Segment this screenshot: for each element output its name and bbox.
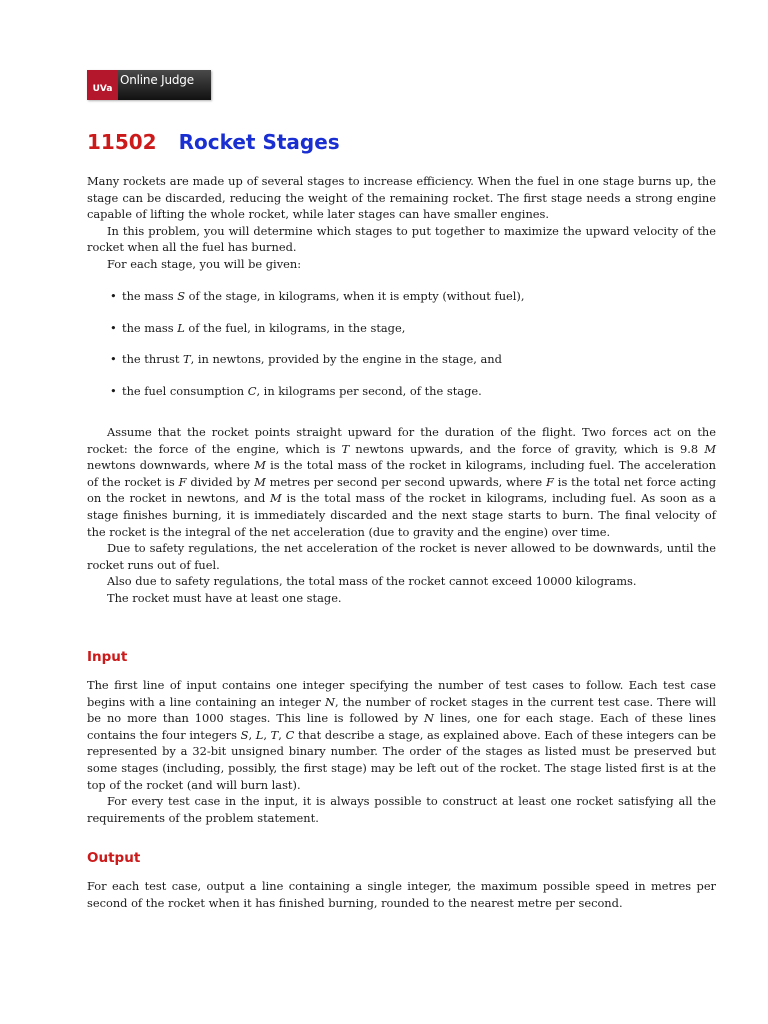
safety-paragraph-2: Also due to safety regulations, the total mass of the rocket cannot exceed 10000 kilograms. [107, 574, 637, 589]
safety-paragraph-1: Due to safety regulations, the net acceleration of the rocket is never allowed to be downwards, until the rocket runs out of fuel. [87, 541, 716, 572]
intro-paragraph-2: In this problem, you will determine which stages to put together to maximize the upward velocity of the rocket when all the fuel has burned. [87, 223, 716, 255]
output-section [87, 878, 716, 911]
uva-badge: UVa [87, 70, 118, 100]
intro-paragraph-1: Many rockets are made up of several stages to increase efficiency. When the fuel in one stage burns up, the stage can be discarded, reducing the weight of the remaining rocket. The first stage needs a strong engine capable of lifting the whole rocket, while later stages can have smaller engines. [87, 174, 716, 222]
output-paragraph: For each test case, output a line containing a single integer, the maximum possible speed in metres per second of the rocket when it has finished burning, rounded to the nearest metre per second. [87, 879, 716, 910]
input-paragraph-1: The first line of input contains one integer specifying the number of test cases to follow. Each test case begins with a line containing an integer N, the number of rocket stages in the current test case. There will be no more than 1000 stages. This line is followed by N lines, one for each stage. Each of these lines contains the four integers S, L, T, C that describe a stage, as explained above. Each of these integers can be represented by a 32-bit unsigned binary number. The order of the stages as listed must be preserved but some stages (including, possibly, the first stage) may be left out of the rocket. The stage listed first is at the top of the rocket (and will burn last). [87, 678, 717, 792]
input-section [87, 677, 716, 826]
list-item: • the thrust T, in newtons, provided by the engine in the stage, and [110, 352, 502, 366]
problem-number: 11502 [87, 130, 157, 154]
input-paragraph-2: For every test case in the input, it is always possible to construct at least one rocket satisfying all the requirements of the problem statement. [87, 794, 716, 825]
intro-paragraph-3: For each stage, you will be given: [107, 256, 302, 271]
body-section [87, 424, 716, 607]
input-heading: Input [87, 649, 128, 665]
intro-section [87, 173, 716, 273]
forces-paragraph: Assume that the rocket points straight upward for the duration of the flight. Two forces act on the rocket: the force of the engine, which is T newtons upwards, and the force of gravity, which is 9.8 M newtons downwards, where M is the total mass of the rocket in kilograms, including fuel. The acceleration of the rocket is F divided by M metres per second per second upwards, where F is the total net force acting on the rocket in newtons, and M is the total mass of the rocket in kilograms, including fuel. As soon as a stage finishes burning, it is immediately discarded and the next stage starts to burn. The final velocity of the rocket is the integral of the net acceleration (due to gravity and the engine) over time. [87, 425, 716, 539]
output-heading: Output [87, 850, 141, 866]
min-stage-paragraph: The rocket must have at least one stage. [107, 590, 342, 605]
list-item: • the mass L of the fuel, in kilograms, in the stage, [110, 321, 406, 335]
problem-name: Rocket Stages [178, 130, 340, 154]
list-item: • the mass S of the stage, in kilograms, when it is empty (without fuel), [110, 289, 525, 303]
uva-online-judge-logo [87, 70, 211, 100]
problem-title [87, 130, 340, 154]
list-item: • the fuel consumption C, in kilograms per second, of the stage. [110, 384, 482, 398]
logo-name: Online Judge [118, 70, 211, 100]
